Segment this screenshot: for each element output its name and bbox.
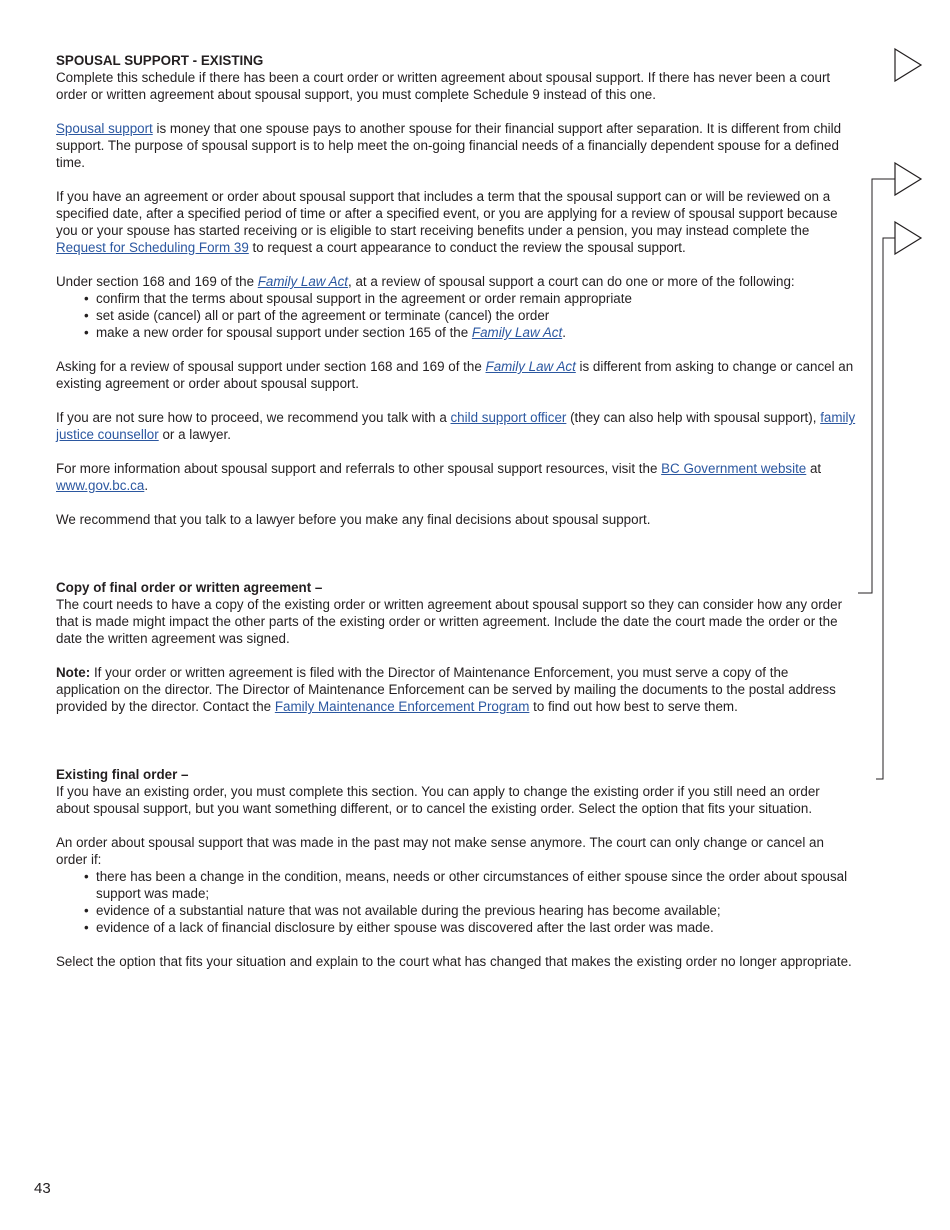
list-item: • set aside (cancel) all or part of the agreement or terminate (cancel) the order — [96, 307, 856, 324]
note-text-after: to find out how best to serve them. — [529, 699, 738, 714]
schedule-content — [56, 52, 856, 987]
note-label: Note: — [56, 665, 91, 680]
section-168-paragraph — [56, 273, 856, 290]
list-item-end: . — [562, 325, 566, 340]
existing-order-text: If you have an existing order, you must complete this section. You can apply to change the existing order if you still need an order about spousal support, but you want something different, or to cancel the existing order. Select the option that fits your situation. — [56, 784, 820, 816]
info-text-after: . — [144, 478, 149, 493]
different-paragraph — [56, 358, 856, 392]
family-law-act-link[interactable]: Family Law Act — [471, 325, 563, 340]
note-paragraph — [56, 664, 856, 715]
note-text-before: If your order or written agreement is filed with the Director of Maintenance Enforcement, you must serve a copy of the application on the director. The Director of Maintenance Enforcement can be served by mailing the documents to the postal address provided by the director. Contact the — [56, 665, 836, 714]
info-text-middle: at — [806, 461, 822, 476]
list-item-text: make a new order for spousal support under section 165 of the — [96, 325, 472, 340]
definition-paragraph — [56, 120, 856, 171]
change-conditions-list — [56, 868, 856, 936]
different-text-after: is different from asking to change or cancel an existing agreement or order about spousal support. — [56, 359, 854, 391]
help-paragraph — [56, 409, 856, 443]
section-168-text-after: , at a review of spousal support a court can do one or more of the following: — [348, 274, 795, 289]
intro-paragraph: Complete this schedule if there has been a court order or written agreement about spousal support. If there has never been a court order or written agreement about spousal support, you must complete Schedule 9 instead of this one. — [56, 70, 831, 102]
review-options-list — [56, 290, 856, 341]
gov-bc-ca-link[interactable]: www.gov.bc.ca — [56, 478, 145, 493]
list-item — [96, 324, 856, 341]
lawyer-paragraph: We recommend that you talk to a lawyer before you make any final decisions about spousal support. — [56, 512, 651, 527]
info-text-before: For more information about spousal support and referrals to other spousal support resources, visit the — [56, 461, 662, 476]
family-justice-counsellor-link[interactable]: family justice counsellor — [56, 410, 856, 442]
section-168-text-before: Under section 168 and 169 of the — [56, 274, 258, 289]
fmep-link[interactable]: Family Maintenance Enforcement Program — [274, 699, 530, 714]
definition-text: is money that one spouse pays to another spouse for their financial support after separation. It is different from child support. The purpose of spousal support is to help meet the on-going financial needs of a financially dependent spouse for a defined time. — [56, 121, 842, 170]
family-law-act-link[interactable]: Family Law Act — [257, 274, 349, 289]
form-39-link[interactable]: Request for Scheduling Form 39 — [56, 240, 249, 255]
list-item: • confirm that the terms about spousal support in the agreement or order remain appropriate — [96, 290, 856, 307]
arrow-icon — [895, 222, 921, 254]
copy-section-text: The court needs to have a copy of the existing order or written agreement about spousal support so they can consider how any order that is made might impact the other parts of the existing order or written agreement. Include the date the court made the order or the date the written agreement was signed. — [56, 597, 843, 646]
help-text-before: If you are not sure how to proceed, we recommend you talk with a — [56, 410, 451, 425]
different-text-before: Asking for a review of spousal support under section 168 and 169 of the — [56, 359, 486, 374]
arrow-icon — [895, 49, 921, 81]
help-text-middle: (they can also help with spousal support), — [566, 410, 821, 425]
page-number: 43 — [34, 1180, 51, 1197]
bracket-connector — [876, 238, 895, 779]
copy-section-heading: Copy of final order or written agreement – — [56, 580, 323, 595]
bc-government-website-link[interactable]: BC Government website — [661, 461, 807, 476]
list-item: • evidence of a substantial nature that was not available during the previous hearing has become available; — [96, 902, 856, 919]
existing-order-heading: Existing final order – — [56, 767, 189, 782]
help-text-after: or a lawyer. — [158, 427, 231, 442]
change-paragraph: An order about spousal support that was made in the past may not make sense anymore. The court can only change or cancel an order if: — [56, 835, 824, 867]
spousal-support-link[interactable]: Spousal support — [56, 121, 153, 136]
list-item: • evidence of a lack of financial disclosure by either spouse was discovered after the last order was made. — [96, 919, 856, 936]
bracket-connector — [858, 179, 895, 593]
select-paragraph: Select the option that fits your situation and explain to the court what has changed that makes the existing order no longer appropriate. — [56, 954, 852, 969]
review-text-after: to request a court appearance to conduct the review the spousal support. — [248, 240, 686, 255]
child-support-officer-link[interactable]: child support officer — [450, 410, 567, 425]
arrow-icon — [895, 163, 921, 195]
family-law-act-link[interactable]: Family Law Act — [485, 359, 576, 374]
section-title: SPOUSAL SUPPORT - EXISTING — [56, 53, 264, 68]
review-paragraph — [56, 188, 856, 256]
review-text-before: If you have an agreement or order about spousal support that includes a term that the spousal support can or will be reviewed on a specified date, after a specified period of time or after a specified event, or you are applying for a review of spousal support because you or your spouse has started receiving or is eligible to start receiving benefits under a pension, you may instead complete the — [56, 189, 838, 238]
list-item: • there has been a change in the condition, means, needs or other circumstances of either spouse since the order about spousal support was made; — [96, 868, 856, 902]
info-paragraph — [56, 460, 856, 494]
